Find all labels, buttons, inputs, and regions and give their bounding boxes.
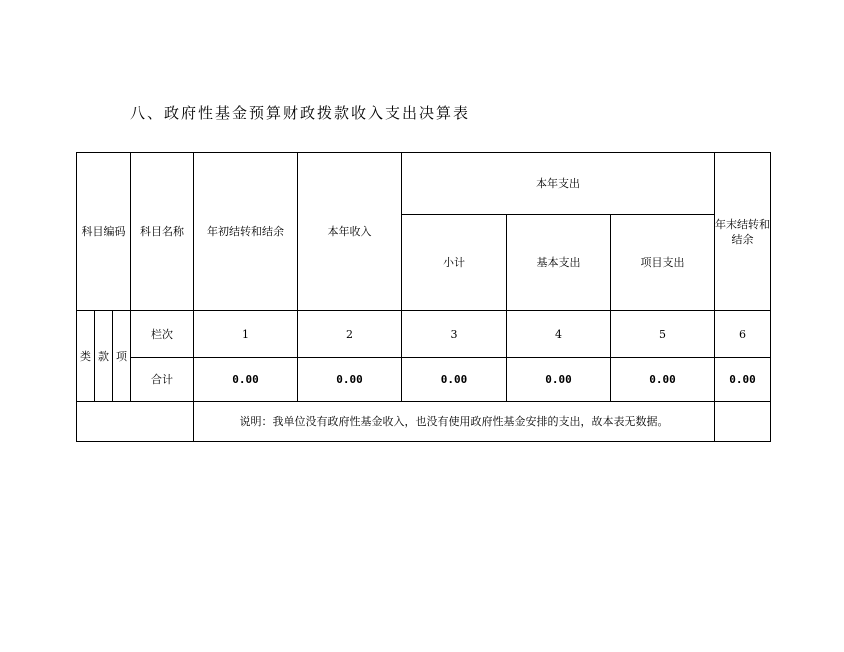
header-current-expenditure: 本年支出: [402, 153, 715, 215]
note-text: 说明：我单位没有政府性基金收入，也没有使用政府性基金安排的支出，故本表无数据。: [194, 402, 715, 442]
total-cell: 0.00: [507, 358, 611, 402]
budget-table: [76, 152, 771, 442]
header-subject-code: 科目编码: [77, 153, 131, 311]
column-index-row: [77, 311, 771, 358]
column-index-cell: 6: [715, 311, 771, 358]
header-section: 款: [95, 311, 113, 402]
header-item: 项: [113, 311, 131, 402]
header-subject-name: 科目名称: [131, 153, 194, 311]
total-cell: 0.00: [194, 358, 298, 402]
header-closing-balance: 年末结转和结余: [715, 153, 771, 311]
note-row: [77, 402, 771, 442]
header-current-income: 本年收入: [298, 153, 402, 311]
header-opening-balance: 年初结转和结余: [194, 153, 298, 311]
total-row: [77, 358, 771, 402]
header-category: 类: [77, 311, 95, 402]
header-row-1: [77, 153, 771, 215]
column-index-cell: 2: [298, 311, 402, 358]
column-index-cell: 3: [402, 311, 507, 358]
column-index-cell: 5: [611, 311, 715, 358]
total-cell: 0.00: [715, 358, 771, 402]
header-subtotal: 小计: [402, 215, 507, 311]
column-index-label: 栏次: [131, 311, 194, 358]
total-cell: 0.00: [402, 358, 507, 402]
column-index-cell: 4: [507, 311, 611, 358]
note-empty-left: [77, 402, 194, 442]
header-basic-expenditure: 基本支出: [507, 215, 611, 311]
header-project-expenditure: 项目支出: [611, 215, 715, 311]
page-title: 八、政府性基金预算财政拨款收入支出决算表: [130, 104, 471, 122]
total-cell: 0.00: [611, 358, 715, 402]
total-label: 合计: [131, 358, 194, 402]
total-cell: 0.00: [298, 358, 402, 402]
column-index-cell: 1: [194, 311, 298, 358]
note-empty-right: [715, 402, 771, 442]
